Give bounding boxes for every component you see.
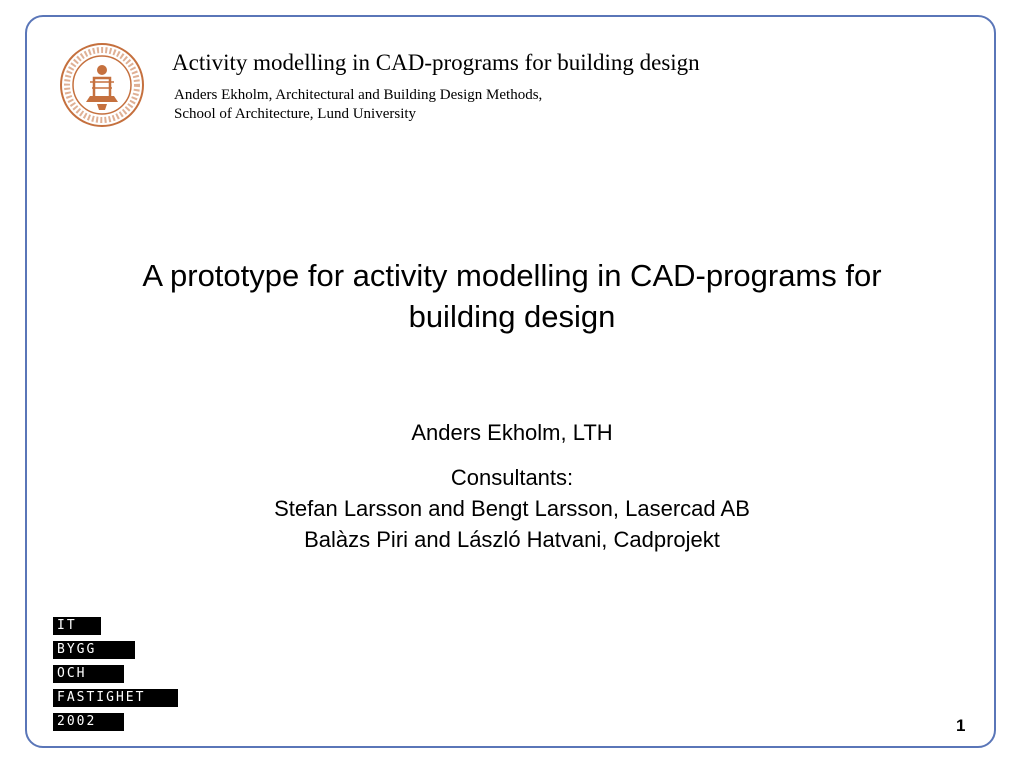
author: Anders Ekholm, LTH (411, 420, 613, 445)
logo-line: BYGG (53, 641, 135, 659)
header-subtitle-line-1: Anders Ekholm, Architectural and Building Design Methods, (174, 87, 543, 103)
logo-line: 2002 (53, 713, 124, 731)
consultants-heading: Consultants: (450, 465, 574, 490)
it-bygg-logo-bygg (53, 640, 135, 659)
slide-frame (25, 15, 996, 748)
consultants-line-2: Balàzs Piri and László Hatvani, Cadprojekt (304, 527, 720, 552)
it-bygg-logo-fastighet (53, 688, 178, 707)
consultants-line-1: Stefan Larsson and Bengt Larsson, Lasercad AB (274, 496, 750, 521)
it-bygg-logo-och (53, 664, 124, 683)
header-title: Activity modelling in CAD-programs for building design (172, 50, 700, 75)
logo-line: FASTIGHET (53, 689, 178, 707)
it-bygg-logo-year (53, 712, 124, 731)
slide-title-line-2: building design (408, 299, 616, 334)
header-subtitle-line-2: School of Architecture, Lund University (174, 106, 417, 122)
logo-line: OCH (53, 665, 124, 683)
it-bygg-logo-it (53, 616, 101, 635)
slide-title (60, 255, 964, 337)
slide-title-line-1: A prototype for activity modelling in CAD-programs for (142, 258, 882, 293)
page-number: 1 (956, 716, 966, 735)
lund-university-seal-icon (56, 42, 148, 128)
logo-line: IT (53, 617, 101, 635)
consultants-block (60, 462, 964, 555)
header-subtitle (174, 86, 542, 124)
